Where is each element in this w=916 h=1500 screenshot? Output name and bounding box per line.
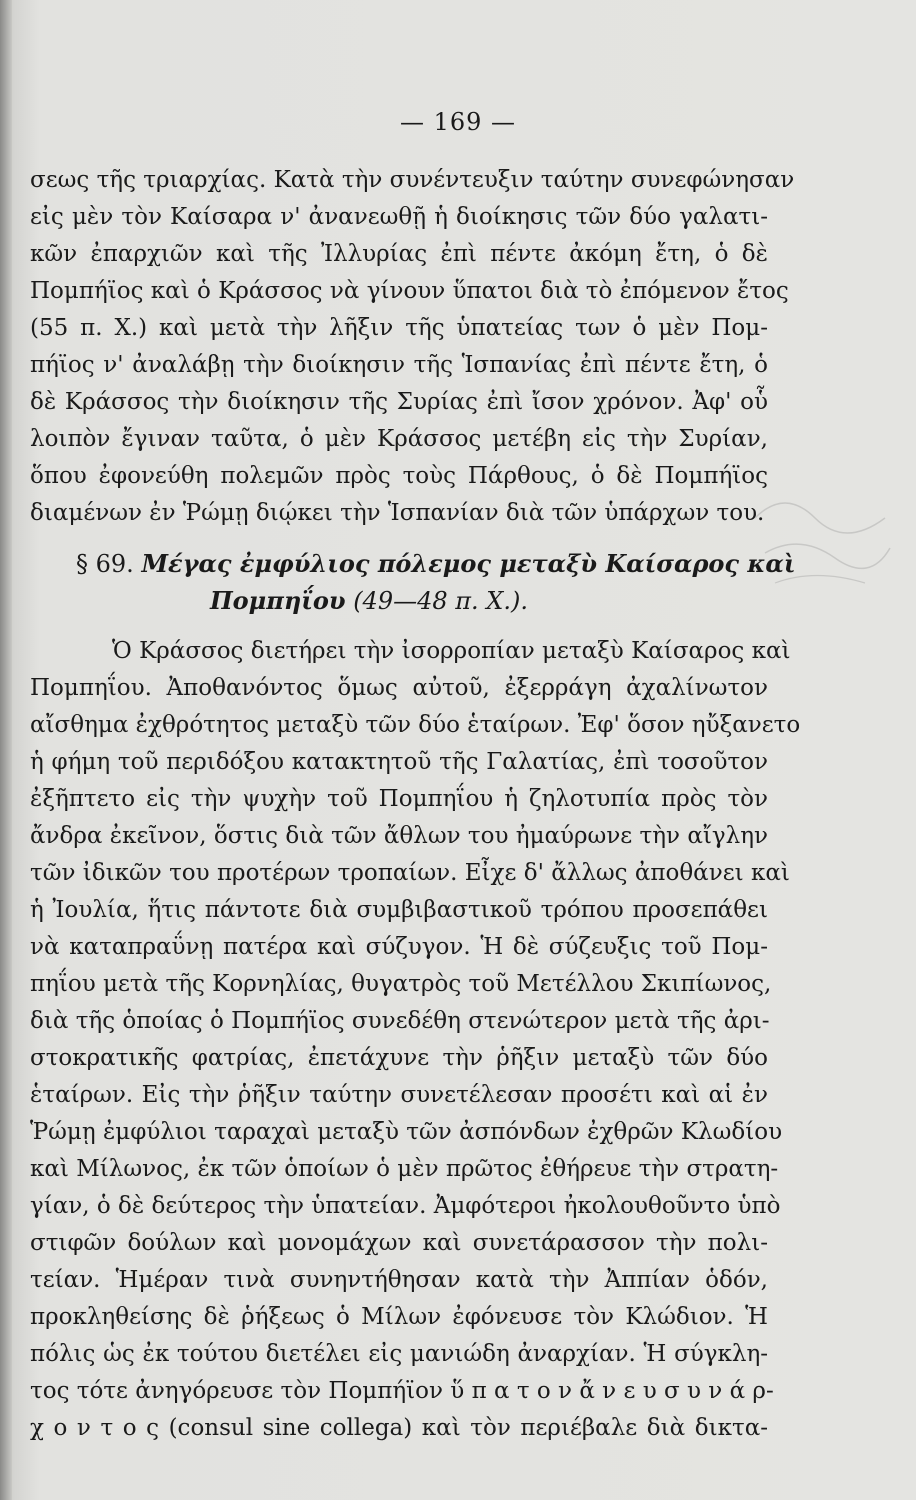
text-line: σεως τῆς τριαρχίας. Κατὰ τὴν συνέντευξιν ταύτην συνεφώνησαν [30, 167, 795, 193]
text-line: διὰ τῆς ὁποίας ὁ Πομπήϊος συνεδέθη στενώτερον μετὰ τῆς ἀρι- [30, 1008, 770, 1034]
text-line: ἑταίρων. Εἰς τὴν ῥῆξιν ταύτην συνετέλεσαν προσέτι καὶ αἱ ἐν [30, 1082, 768, 1108]
text-line: ἄνδρα ἐκεῖνον, ὅστις διὰ τῶν ἄθλων του ἠμαύρωνε τὴν αἴγλην [30, 823, 768, 849]
text-line: τῶν ἰδικῶν του προτέρων τροπαίων. Εἶχε δ' ἄλλως ἀποθάνει καὶ [30, 860, 790, 886]
text-line: γίαν, ὁ δὲ δεύτερος τὴν ὑπατείαν. Ἀμφότεροι ἠκολουθοῦντο ὑπὸ [30, 1193, 781, 1219]
text-line: λοιπὸν ἔγιναν ταῦτα, ὁ μὲν Κράσσος μετέβη εἰς τὴν Συρίαν, [30, 426, 768, 452]
text-line: ἐξῆπτετο εἰς τὴν ψυχὴν τοῦ Πομπηΐου ἡ ζηλοτυπία πρὸς τὸν [30, 786, 768, 812]
text-line: πήϊος ν' ἀναλάβῃ τὴν διοίκησιν τῆς Ἱσπανίας ἐπὶ πέντε ἔτη, ὁ [30, 352, 768, 378]
section-number: § 69. [76, 550, 134, 578]
text-line: (55 π. Χ.) καὶ μετὰ τὴν λῆξιν τῆς ὑπατείας των ὁ μὲν Πομ- [30, 315, 768, 341]
text-line: χ ο ν τ ο ς (consul sine collega) καὶ τὸν περιέβαλε διὰ δικτα- [30, 1415, 768, 1441]
text-line: ὅπου ἐφονεύθη πολεμῶν πρὸς τοὺς Πάρθους, ὁ δὲ Πομπήϊος [30, 463, 768, 489]
section-title-line-2: Πομπηΐου [210, 586, 346, 615]
paragraph-2 [30, 633, 801, 1447]
text-line: εἰς μὲν τὸν Καίσαρα ν' ἀνανεωθῇ ἡ διοίκησις τῶν δύο γαλατι- [30, 204, 768, 230]
text-line: διαμένων ἐν Ῥώμῃ διῴκει τὴν Ἱσπανίαν διὰ τῶν ὑπάρχων του. [30, 500, 765, 526]
text-line: Πομπηΐου. Ἀποθανόντος ὅμως αὐτοῦ, ἐξερράγη ἀχαλίνωτον [30, 675, 768, 701]
text-line: νὰ καταπραΰνῃ πατέρα καὶ σύζυγον. Ἡ δὲ σύζευξις τοῦ Πομ- [30, 934, 768, 960]
text-line: πόλις ὡς ἐκ τούτου διετέλει εἰς μανιώδη ἀναρχίαν. Ἡ σύγκλη- [30, 1341, 768, 1367]
paragraph-1 [30, 162, 795, 532]
text-line: ἡ Ἰουλία, ἥτις πάντοτε διὰ συμβιβαστικοῦ τρόπου προσεπάθει [30, 897, 768, 923]
section-title-line-1: Μέγας ἐμφύλιος πόλεμος μεταξὺ Καίσαρος καὶ [141, 549, 796, 578]
text-line: αἴσθημα ἐχθρότητος μεταξὺ τῶν δύο ἑταίρων. Ἐφ' ὅσον ηὔξανετο [30, 712, 801, 738]
text-line: Ῥώμῃ ἐμφύλιοι ταραχαὶ μεταξὺ τῶν ἀσπόνδων ἐχθρῶν Κλωδίου [30, 1119, 783, 1145]
text-line: τος τότε ἀνηγόρευσε τὸν Πομπήϊον ὕ π α τ ο ν ἄ ν ε υ σ υ ν ά ρ- [30, 1378, 774, 1404]
binding-edge [0, 0, 12, 1500]
text-line: στιφῶν δούλων καὶ μονομάχων καὶ συνετάρασσον τὴν πολι- [30, 1230, 768, 1256]
text-line: στοκρατικῆς φατρίας, ἐπετάχυνε τὴν ῥῆξιν μεταξὺ τῶν δύο [30, 1045, 768, 1071]
text-line: πηΐου μετὰ τῆς Κορνηλίας, θυγατρὸς τοῦ Μετέλλου Σκιπίωνος, [30, 971, 772, 997]
text-line: τείαν. Ἡμέραν τινὰ συνηντήθησαν κατὰ τὴν Ἀππίαν ὁδόν, [30, 1267, 768, 1293]
section-date: (49—48 π. Χ.). [353, 587, 528, 615]
text-line: ἡ φήμη τοῦ περιδόξου κατακτητοῦ τῆς Γαλατίας, ἐπὶ τοσοῦτον [30, 749, 768, 775]
section-heading [30, 545, 796, 619]
text-line: δὲ Κράσσος τὴν διοίκησιν τῆς Συρίας ἐπὶ ἴσον χρόνον. Ἀφ' οὗ [30, 389, 768, 415]
page-number: — 169 — [399, 108, 517, 136]
text-line: καὶ Μίλωνος, ἐκ τῶν ὁποίων ὁ μὲν πρῶτος ἐθήρευε τὴν στρατη- [30, 1156, 779, 1182]
text-line: κῶν ἐπαρχιῶν καὶ τῆς Ἰλλυρίας ἐπὶ πέντε ἀκόμη ἔτη, ὁ δὲ [30, 241, 768, 267]
text-line: Ὁ Κράσσος διετήρει τὴν ἰσορροπίαν μεταξὺ Καίσαρος καὶ [112, 638, 791, 664]
text-line: Πομπήϊος καὶ ὁ Κράσσος νὰ γίνουν ὕπατοι διὰ τὸ ἐπόμενον ἔτος [30, 278, 789, 304]
text-line: προκληθείσης δὲ ῥήξεως ὁ Μίλων ἐφόνευσε τὸν Κλώδιον. Ἡ [30, 1304, 768, 1330]
